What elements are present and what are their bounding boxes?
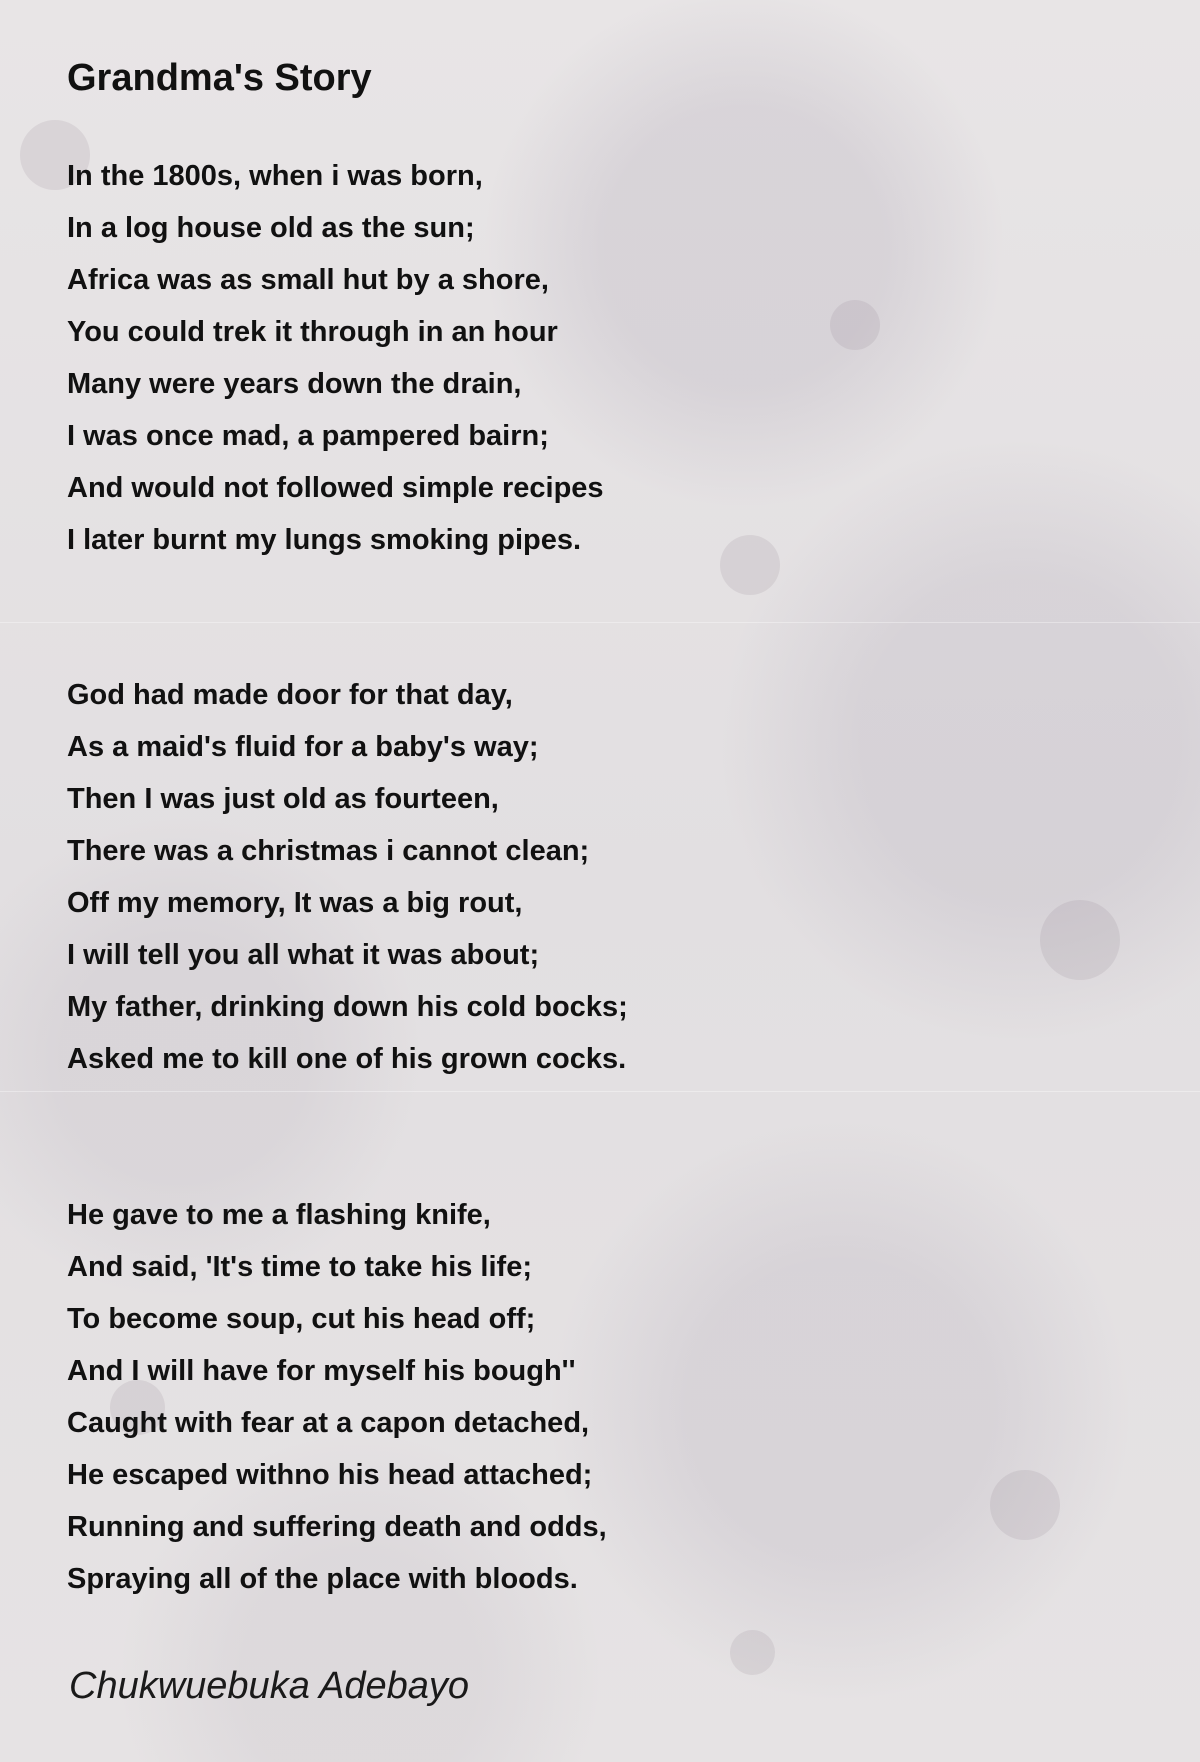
stanza-1 bbox=[67, 150, 1147, 566]
poem-line: And would not followed simple recipes bbox=[67, 472, 604, 504]
poem-line: He gave to me a flashing knife, bbox=[67, 1199, 491, 1231]
poem-line: I will tell you all what it was about; bbox=[67, 939, 540, 971]
background-seam bbox=[0, 622, 1200, 623]
poem-author: Chukwuebuka Adebayo bbox=[69, 1665, 469, 1707]
poem-line: Spraying all of the place with bloods. bbox=[67, 1563, 578, 1595]
background-seam bbox=[0, 1091, 1200, 1092]
poem-title: Grandma's Story bbox=[67, 57, 372, 99]
background-splotch bbox=[730, 1630, 775, 1675]
poem-line: My father, drinking down his cold bocks; bbox=[67, 991, 628, 1023]
poem-line: God had made door for that day, bbox=[67, 679, 513, 711]
poem-line: In a log house old as the sun; bbox=[67, 212, 475, 244]
stanza-3 bbox=[67, 1189, 1147, 1605]
poem-line: In the 1800s, when i was born, bbox=[67, 160, 483, 192]
poem-line: He escaped withno his head attached; bbox=[67, 1459, 593, 1491]
poem-line: Caught with fear at a capon detached, bbox=[67, 1407, 590, 1439]
stanza-2 bbox=[67, 669, 1147, 1085]
poem-line: Running and suffering death and odds, bbox=[67, 1511, 607, 1543]
poem-line: I later burnt my lungs smoking pipes. bbox=[67, 524, 582, 556]
poem-line: I was once mad, a pampered bairn; bbox=[67, 420, 549, 452]
poem-line: There was a christmas i cannot clean; bbox=[67, 835, 590, 867]
poem-line: And I will have for myself his bough'' bbox=[67, 1355, 576, 1387]
poem-line: As a maid's fluid for a baby's way; bbox=[67, 731, 539, 763]
poem-line: Then I was just old as fourteen, bbox=[67, 783, 499, 815]
poem-line: To become soup, cut his head off; bbox=[67, 1303, 536, 1335]
poem-line: Africa was as small hut by a shore, bbox=[67, 264, 549, 296]
poem-line: And said, 'It's time to take his life; bbox=[67, 1251, 532, 1283]
poem-line: Asked me to kill one of his grown cocks. bbox=[67, 1043, 627, 1075]
poem-line: Off my memory, It was a big rout, bbox=[67, 887, 523, 919]
poem-line: Many were years down the drain, bbox=[67, 368, 522, 400]
poem-line: You could trek it through in an hour bbox=[67, 316, 558, 348]
